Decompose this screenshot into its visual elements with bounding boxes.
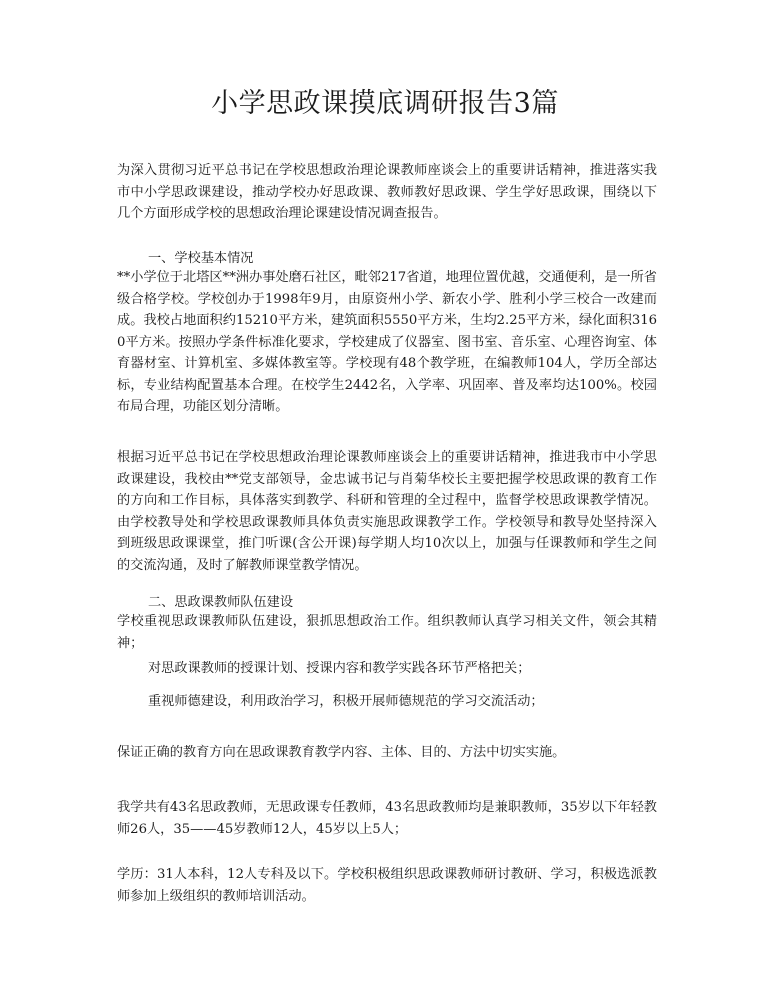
education-paragraph: 学历：31人本科，12人专科及以下。学校积极组织思政课教师研讨教研、学习，积极选派教师参加上级组织的教师培训活动。: [117, 867, 657, 904]
section2-heading: 二、思政课教师队伍建设: [148, 595, 294, 610]
list-item-ethics: 重视师德建设，利用政治学习，积极开展师德规范的学习交流活动；: [148, 694, 544, 709]
list-item-planning: 对思政课教师的授课计划、授课内容和教学实践各环节严格把关；: [148, 661, 531, 676]
document-title: 小学思政课摸底调研报告3篇: [211, 88, 559, 119]
section1-heading: 一、学校基本情况: [148, 251, 254, 266]
teachers-paragraph: 我学共有43名思政教师，无思政课专任教师，43名思政教师均是兼职教师，35岁以下年轻教师26人，35——45岁教师12人，45岁以上5人；: [117, 800, 657, 837]
intro-paragraph: 为深入贯彻习近平总书记在学校思想政治理论课教师座谈会上的重要讲话精神，推进落实我市中小学思政课建设，推动学校办好思政课、教师教好思政课、学生学好思政课，围绕以下几个方面形成学校的思想政治理论课建设情况调查报告。: [117, 163, 657, 221]
direction-paragraph: 保证正确的教育方向在思政课教育教学内容、主体、目的、方法中切实实施。: [117, 745, 566, 760]
leadership-paragraph: 根据习近平总书记在学校思想政治理论课教师座谈会上的重要讲话精神，推进我市中小学思政课建设，我校由**党支部领导，金忠诚书记与肖菊华校长主要把握学校思政课的教育工作的方向和工作目标，具体落实到教学、科研和管理的全过程中，监督学校思政课教学情况。由学校教导处和学校思政课教师具体负责实施思政课教学工作。学校领导和教导处坚持深入到班级思政课课堂，推门听课(含公开课)每学期人均10次以上，加强与任课教师和学生之间的交流沟通，及时了解教师课堂教学情况。: [117, 450, 657, 573]
section2-body: 学校重视思政课教师队伍建设，狠抓思想政治工作。组织教师认真学习相关文件，领会其精神；: [117, 614, 657, 651]
section1-body: **小学位于北塔区**洲办事处磨石社区，毗邻217省道，地理位置优越，交通便利，是一所省级合格学校。学校创办于1998年9月，由原资州小学、新农小学、胜利小学三校合一改建而成。我校占地面积约15210平方米，建筑面积5550平方米，生均2.25平方米，绿化面积3160平方米。按照办学条件标准化要求，学校建成了仪器室、图书室、音乐室、心理咨询室、体育器材室、计算机室、多媒体教室等。学校现有48个教学班，在编教师104人，学历全部达标，专业结构配置基本合理。在校学生2442名，入学率、巩固率、普及率均达100%。校园布局合理，功能区划分清晰。: [117, 270, 657, 414]
